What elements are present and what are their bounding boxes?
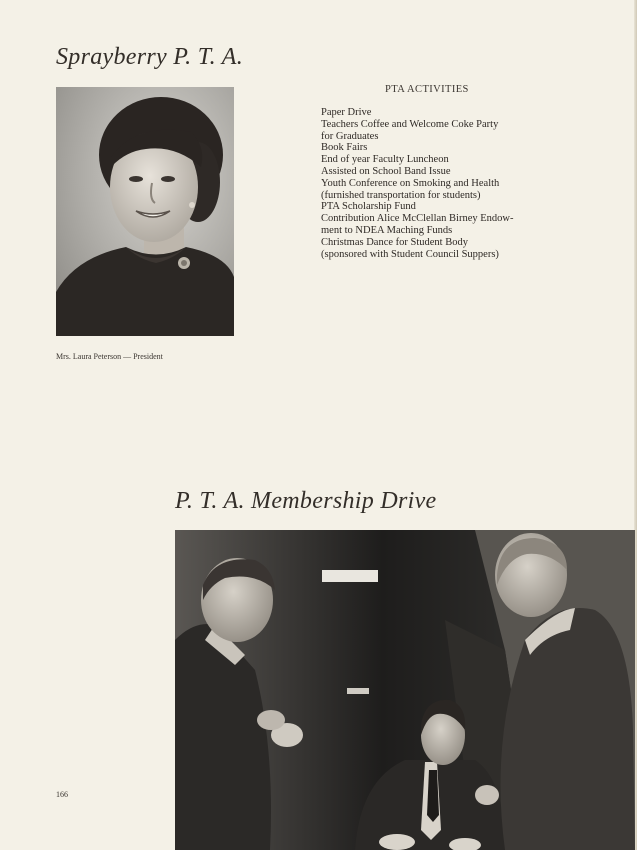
- activity-item: Paper Drive: [321, 107, 372, 118]
- activity-item: (furnished transportation for students): [321, 189, 481, 201]
- activity-item: Teachers Coffee and Welcome Coke Party: [321, 118, 499, 130]
- president-photo: [56, 87, 234, 336]
- activity-item: ment to NDEA Maching Funds: [321, 224, 453, 236]
- president-caption: Mrs. Laura Peterson — President: [56, 352, 163, 361]
- activity-item: for Graduates: [321, 130, 379, 142]
- page-number: 166: [56, 790, 68, 799]
- membership-drive-photo: [175, 530, 635, 850]
- portrait-image: [56, 87, 234, 336]
- activity-item: PTA Scholarship Fund: [321, 201, 416, 213]
- activity-item: Contribution Alice McClellan Birney Endow-: [321, 213, 514, 225]
- activity-item: Christmas Dance for Student Body: [321, 236, 468, 248]
- activity-item: Assisted on School Band Issue: [321, 165, 451, 177]
- membership-photo-image: [175, 530, 635, 850]
- activity-item: End of year Faculty Luncheon: [321, 154, 449, 166]
- activity-item: Youth Conference on Smoking and Health: [321, 177, 500, 189]
- activities-heading: PTA ACTIVITIES: [385, 84, 469, 95]
- activity-item: Book Fairs: [321, 142, 368, 154]
- activity-item: (sponsored with Student Council Suppers): [321, 248, 499, 260]
- page-title: Sprayberry P. T. A.: [56, 44, 244, 70]
- membership-drive-title: P. T. A. Membership Drive: [175, 488, 437, 514]
- activities-list: [321, 107, 571, 260]
